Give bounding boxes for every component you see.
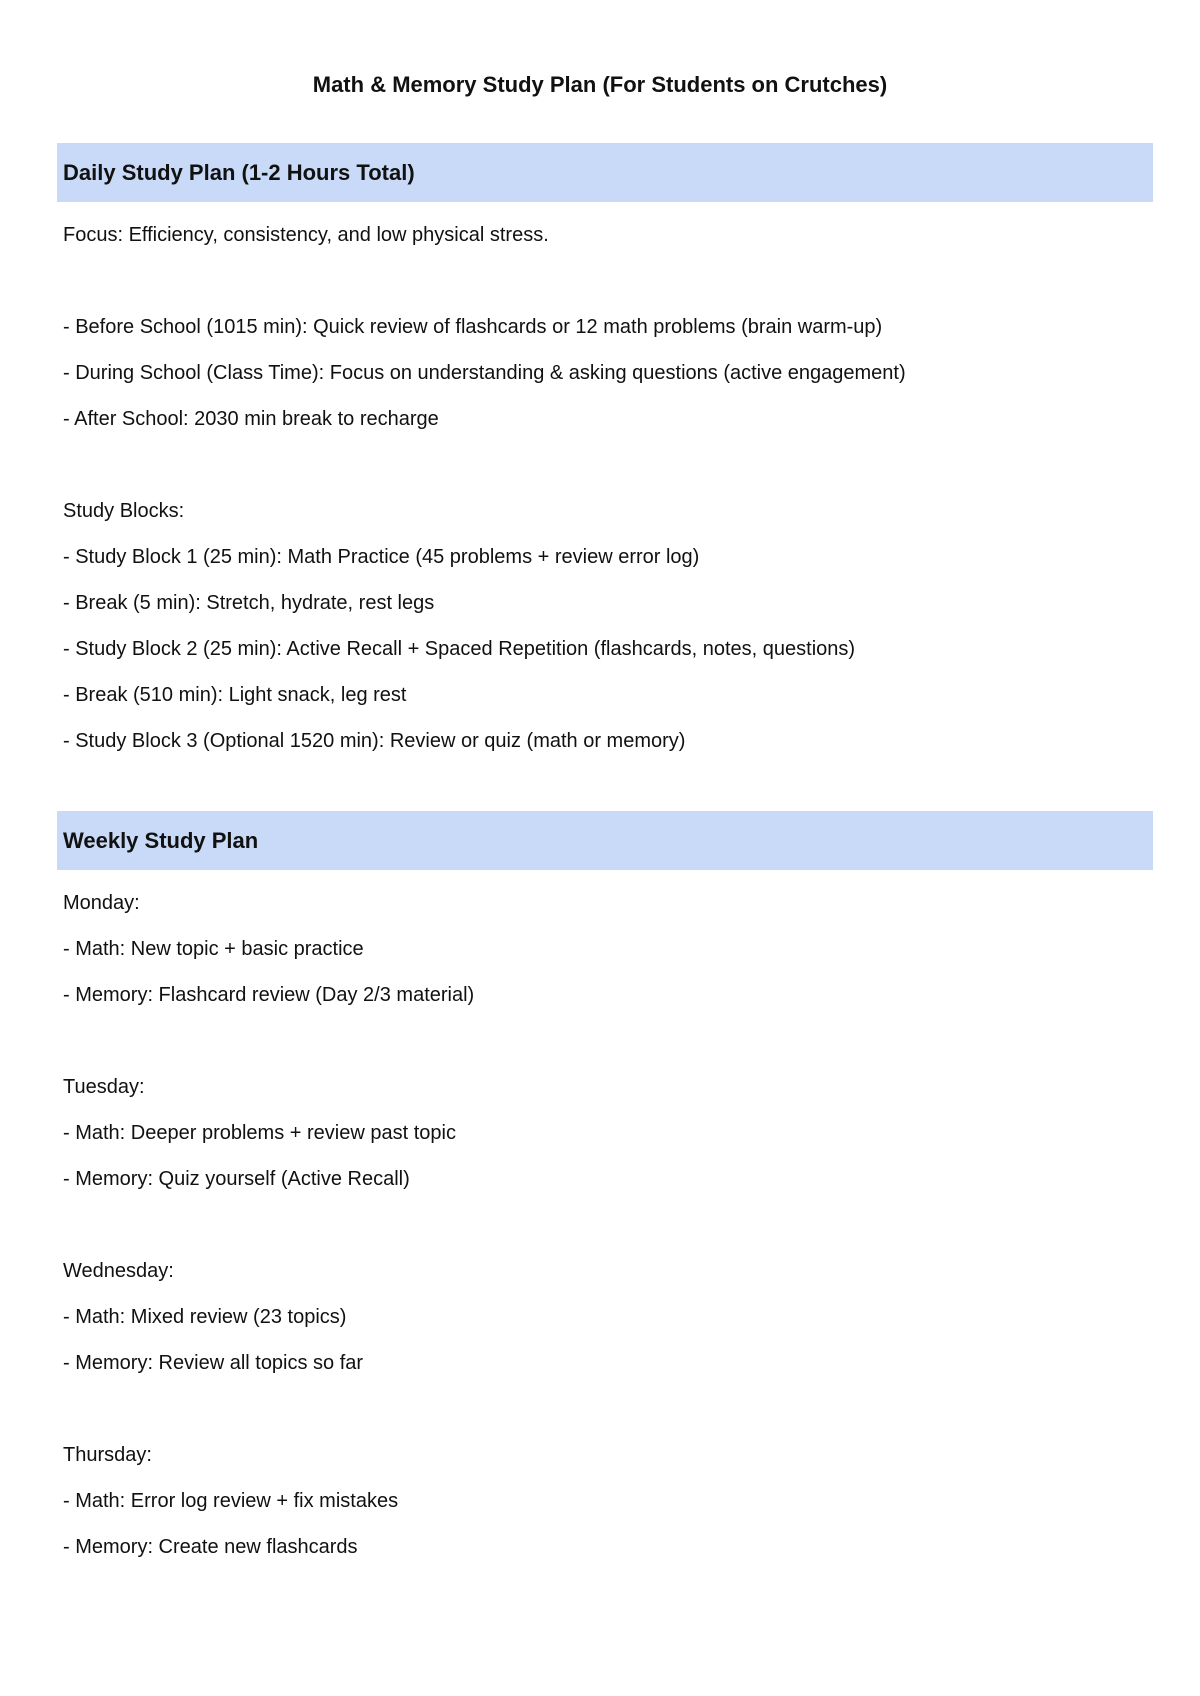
section-header-weekly: Weekly Study Plan bbox=[57, 811, 1153, 870]
study-blocks-label: Study Blocks: bbox=[63, 500, 185, 522]
weekday-item: - Math: Deeper problems + review past topic bbox=[63, 1122, 456, 1144]
weekday-item: - Memory: Quiz yourself (Active Recall) bbox=[63, 1168, 410, 1190]
weekday-item: - Memory: Flashcard review (Day 2/3 material) bbox=[63, 984, 475, 1006]
weekday-item: - Memory: Review all topics so far bbox=[63, 1352, 364, 1374]
schedule-item-before-school: - Before School (1015 min): Quick review of flashcards or 12 math problems (brain warm-up) bbox=[63, 316, 883, 338]
schedule-item-after-school: - After School: 2030 min break to recharge bbox=[63, 408, 439, 430]
study-block-item: - Break (5 min): Stretch, hydrate, rest legs bbox=[63, 592, 435, 614]
weekday-label-wednesday: Wednesday: bbox=[63, 1260, 174, 1282]
weekday-label-monday: Monday: bbox=[63, 892, 140, 914]
schedule-item-during-school: - During School (Class Time): Focus on understanding & asking questions (active engagement) bbox=[63, 362, 906, 384]
weekday-item: - Math: New topic + basic practice bbox=[63, 938, 364, 960]
section-header-daily: Daily Study Plan (1-2 Hours Total) bbox=[57, 143, 1153, 202]
weekday-label-tuesday: Tuesday: bbox=[63, 1076, 145, 1098]
study-block-item: - Study Block 3 (Optional 1520 min): Review or quiz (math or memory) bbox=[63, 730, 686, 752]
page-title: Math & Memory Study Plan (For Students on Crutches) bbox=[312, 72, 888, 97]
weekday-item: - Memory: Create new flashcards bbox=[63, 1536, 358, 1558]
weekday-item: - Math: Mixed review (23 topics) bbox=[63, 1306, 347, 1328]
study-block-item: - Break (510 min): Light snack, leg rest bbox=[63, 684, 407, 706]
study-block-item: - Study Block 2 (25 min): Active Recall + Spaced Repetition (flashcards, notes, questions) bbox=[63, 638, 856, 660]
study-block-item: - Study Block 1 (25 min): Math Practice (45 problems + review error log) bbox=[63, 546, 700, 568]
weekday-label-thursday: Thursday: bbox=[63, 1444, 152, 1466]
daily-focus-text: Focus: Efficiency, consistency, and low physical stress. bbox=[63, 224, 549, 246]
weekday-item: - Math: Error log review + fix mistakes bbox=[63, 1490, 399, 1512]
